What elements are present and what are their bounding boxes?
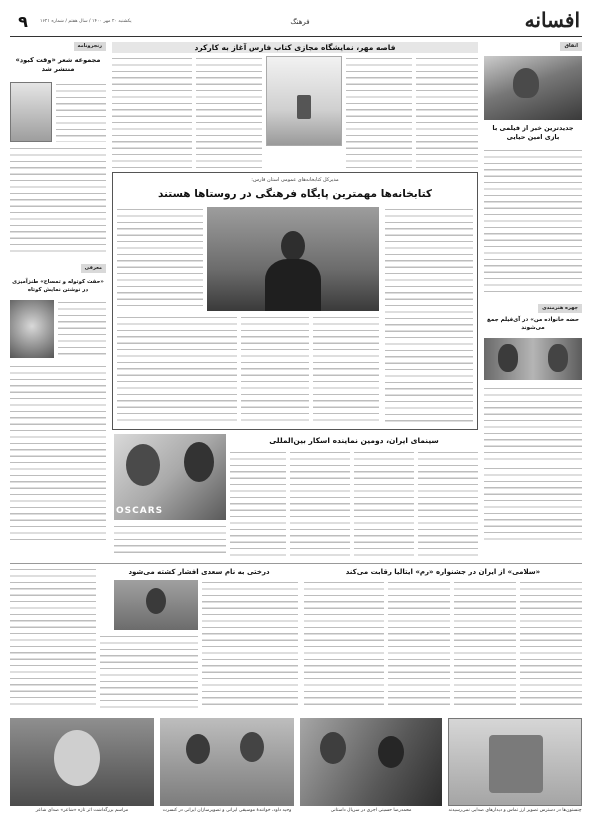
right-story1-title: جدیدترین خبر از فیلمی با بازی امین حیایی xyxy=(492,124,574,141)
rome-col-4 xyxy=(304,580,384,710)
right-column-label-top: اتفاق xyxy=(560,42,582,51)
left-story1-title: مجموعه شعر «وقت کبود» منتشر شد xyxy=(15,56,101,73)
saadi-col-1 xyxy=(202,580,298,710)
cinema-col-4 xyxy=(230,450,286,558)
saadi-col-3 xyxy=(10,567,96,710)
masthead xyxy=(10,6,582,38)
saadi-tree-title: درختی به نام سعدی افشار کشته می‌شود xyxy=(128,568,270,576)
top-story-col-3 xyxy=(196,56,262,168)
top-story-col-2 xyxy=(346,56,412,168)
left-story1-body xyxy=(10,146,106,254)
book-cover-photo xyxy=(10,82,52,142)
masthead-rule xyxy=(10,36,582,37)
director-photo xyxy=(207,207,379,311)
main-story-col-2 xyxy=(117,207,203,311)
section-title: فرهنگ xyxy=(290,18,310,26)
left-story2-title: «حفت کوتوله و تمساح» طنزآمیزی در نوشتن نمایش کوتاه xyxy=(12,279,104,293)
right-story2-body xyxy=(484,386,582,462)
saadi-photo xyxy=(114,580,198,630)
main-story-box xyxy=(112,172,478,430)
right-story2-title: حضه خانواده من» در آی‌فیلم جمع می‌شوند xyxy=(487,317,579,331)
main-story-col-1 xyxy=(385,207,473,425)
photo-strip-4 xyxy=(10,718,154,806)
photo-strip-caption-4: مراسم بزرگداشت اثر تازه «شاعر» صدای شاعر xyxy=(35,808,129,813)
main-story-col-4 xyxy=(241,315,309,425)
left-story1-intro xyxy=(56,82,106,142)
top-story-col-4 xyxy=(112,56,192,168)
rome-col-3 xyxy=(388,580,450,710)
cinema-col-3 xyxy=(290,450,350,558)
cinema-story-title: سینمای ایران، دومین نماینده اسکار بین‌المللی xyxy=(269,436,439,445)
oscars-text: OSCARS xyxy=(116,506,164,516)
photo-strip-2 xyxy=(300,718,442,806)
poster-photo xyxy=(10,300,54,358)
main-story-col-5 xyxy=(117,315,237,425)
dateline: یکشنبه ۲۰ مهر ۱۴۰۰ / سال هفتم / شماره ۱۶۲۱ xyxy=(40,19,132,24)
right-column-continuation xyxy=(484,466,582,542)
main-story-col-3 xyxy=(313,315,379,425)
right-column-label-bottom: چهره هنرمندی xyxy=(538,304,582,313)
photo-strip-caption-2: محمدرضا حسینی اجری در سریال داستانی xyxy=(330,808,412,813)
left-story2-body xyxy=(10,364,106,542)
cinema-col-1 xyxy=(418,450,478,558)
left-column-label-bottom: معرفی xyxy=(81,264,106,273)
left-story2-intro xyxy=(58,300,106,358)
masthead-logo: افسانه xyxy=(524,8,580,32)
rome-col-2 xyxy=(454,580,516,710)
top-story-col-1 xyxy=(416,56,478,168)
rome-col-1 xyxy=(520,580,582,710)
photo-strip-caption-1: چنستون‌ها در دسترس تصویر ارز تماس و دیدارهای صدایی نمی‌رسیدند xyxy=(448,808,582,813)
photo-strip-3 xyxy=(160,718,294,806)
main-story-title: کتابخانه‌ها مهمترین پایگاه فرهنگی در روستاها هستند xyxy=(157,188,433,200)
photo-strip-1 xyxy=(448,718,582,806)
cinema-col-5 xyxy=(114,524,226,558)
section-divider xyxy=(10,563,582,564)
cinema-col-2 xyxy=(354,450,414,558)
right-photo-2 xyxy=(484,338,582,380)
saadi-col-2 xyxy=(100,634,198,710)
page-number: ۹ xyxy=(18,12,28,31)
rome-festival-title: «سلامی» از ایران در جشنواره «رم» ایتالیا رقابت می‌کند xyxy=(345,568,541,576)
book-fair-screenshot xyxy=(266,56,342,146)
right-photo-1 xyxy=(484,56,582,120)
right-story1-body xyxy=(484,148,582,294)
photo-strip-caption-3: وحید داود، خوانندهٔ موسیقی ایرانی و تصویرسازان ایرانی در کنسرت xyxy=(162,808,292,813)
top-story-title: فاصه مهر، نمایشگاه مجازی کتاب فارس آغاز به کارکرد xyxy=(112,42,478,53)
left-column-label-top: رنجرونامه xyxy=(74,42,106,51)
left-column xyxy=(10,42,106,542)
main-story-kicker: مدیرکل کتابخانه‌های عمومی استان فارس: xyxy=(251,177,339,183)
right-column xyxy=(484,42,582,462)
oscars-photo xyxy=(114,434,226,520)
